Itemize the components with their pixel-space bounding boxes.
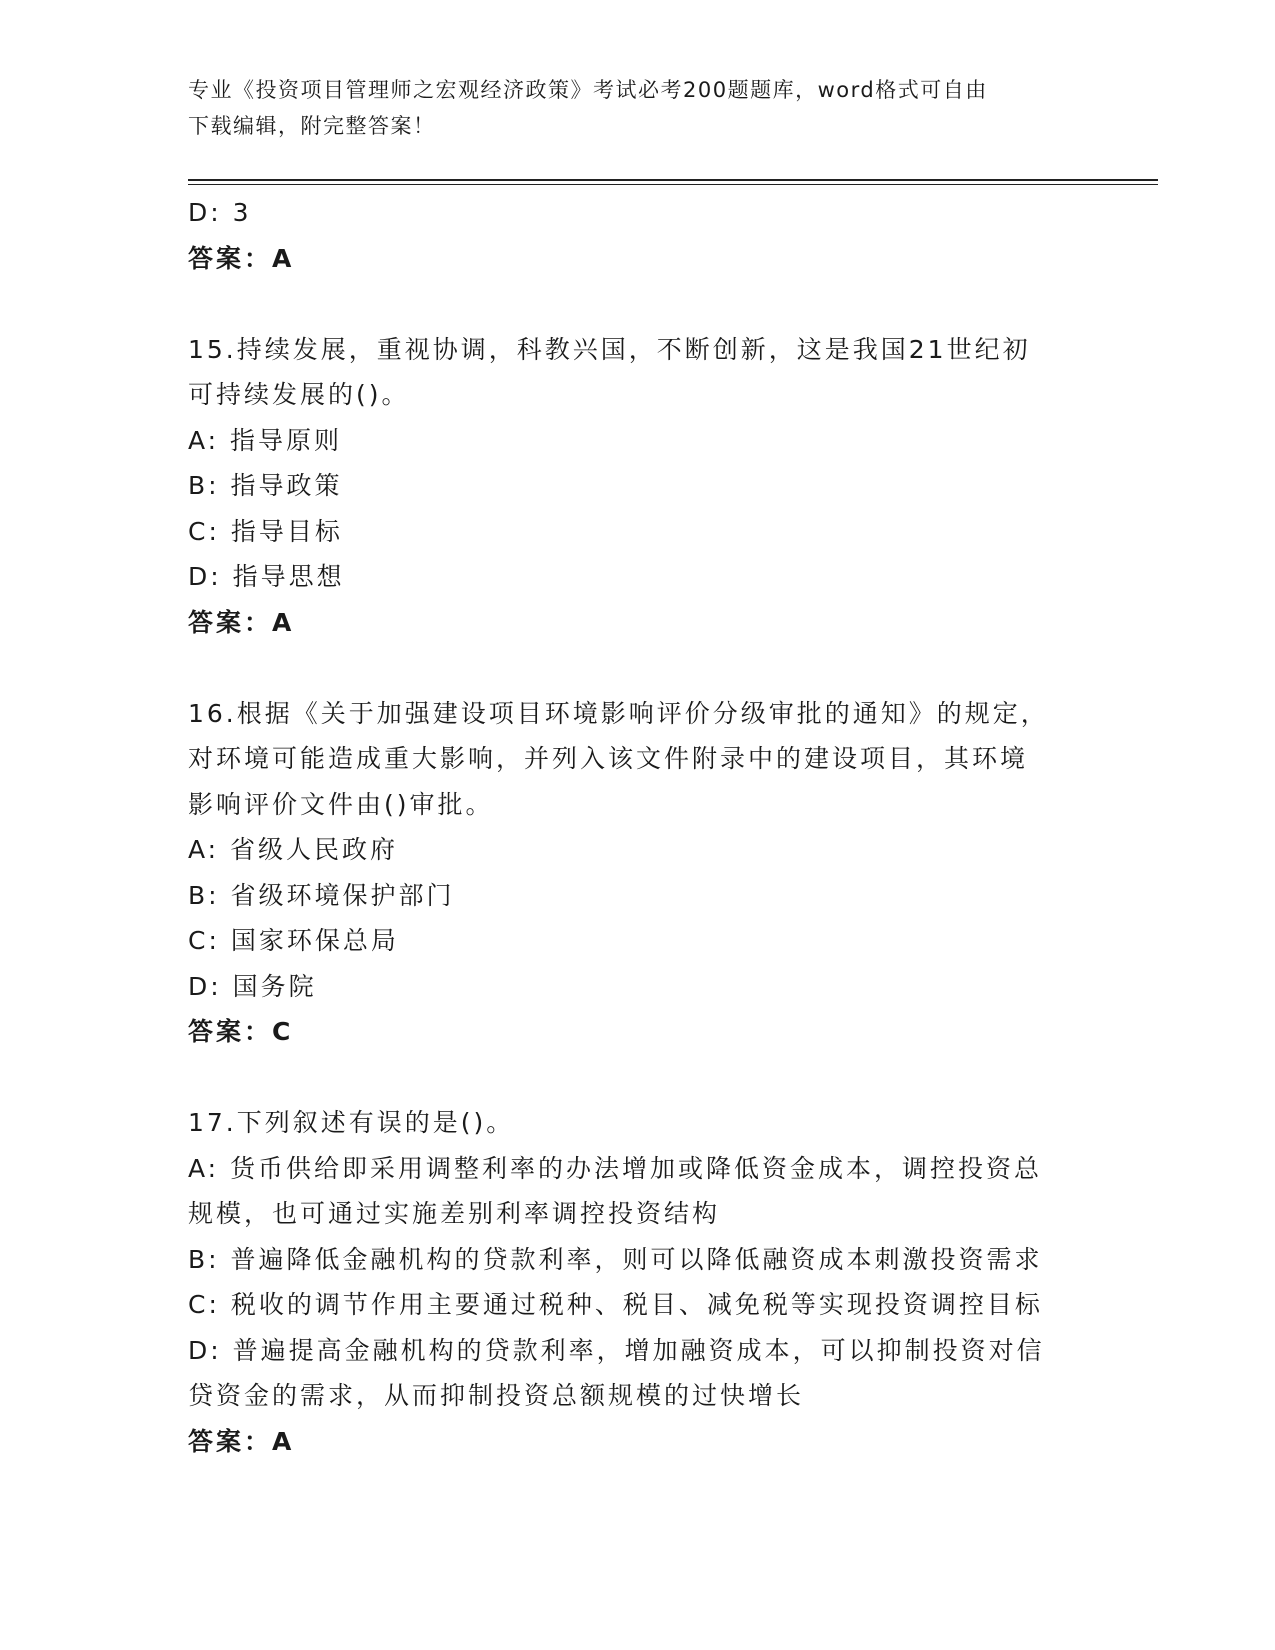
option-d: D: 国务院 — [188, 971, 317, 1001]
header-line-1: 专业《投资项目管理师之宏观经济政策》考试必考200题题库，word格式可自由 — [188, 78, 988, 102]
answer-line: 答案：A — [188, 243, 295, 273]
option-b: B: 普遍降低金融机构的贷款利率，则可以降低融资成本刺激投资需求 — [188, 1244, 1043, 1274]
question-spacer — [188, 645, 1088, 691]
option-a: A: 指导原则 — [188, 425, 343, 455]
previous-question-tail — [188, 190, 1088, 281]
question-list — [188, 190, 1088, 1464]
question-stem: 对环境可能造成重大影响，并列入该文件附录中的建设项目，其环境 — [188, 744, 1029, 773]
option-c: C: 税收的调节作用主要通过税种、税目、减免税等实现投资调控目标 — [188, 1290, 1043, 1319]
answer-line: 答案：C — [188, 1017, 294, 1046]
question-stem: 影响评价文件由()审批。 — [188, 789, 494, 819]
option-b: B: 指导政策 — [188, 471, 343, 500]
question-spacer — [188, 281, 1088, 327]
option-d: D: 普遍提高金融机构的贷款利率，增加融资成本，可以抑制投资对信 — [188, 1335, 1045, 1365]
answer-line: 答案：A — [188, 1426, 295, 1456]
header-divider-thin — [188, 184, 1158, 185]
document-header — [188, 72, 1088, 144]
header-line-2: 下载编辑，附完整答案！ — [188, 114, 436, 138]
question-15 — [188, 327, 1088, 646]
question-16 — [188, 691, 1088, 1055]
option-d: D: 指导思想 — [188, 562, 345, 591]
option-c: C: 国家环保总局 — [188, 926, 399, 955]
question-17 — [188, 1100, 1088, 1464]
answer-line: 答案：A — [188, 607, 295, 637]
option-a: A: 省级人民政府 — [188, 835, 399, 864]
question-stem: 16.根据《关于加强建设项目环境影响评价分级审批的通知》的规定， — [188, 698, 1049, 728]
option-a: A: 货币供给即采用调整利率的办法增加或降低资金成本，调控投资总 — [188, 1153, 1043, 1183]
option-d-continued: 贷资金的需求，从而抑制投资总额规模的过快增长 — [188, 1381, 805, 1410]
question-stem: 可持续发展的()。 — [188, 380, 410, 409]
option-c: C: 指导目标 — [188, 516, 343, 546]
option-a-continued: 规模，也可通过实施差别利率调控投资结构 — [188, 1199, 721, 1228]
question-spacer — [188, 1055, 1088, 1101]
question-stem: 15.持续发展，重视协调，科教兴国，不断创新，这是我国21世纪初 — [188, 334, 1031, 364]
option-b: B: 省级环境保护部门 — [188, 880, 455, 910]
header-divider-thick — [188, 179, 1158, 181]
option-d: D: 3 — [188, 198, 252, 227]
question-stem: 17.下列叙述有误的是()。 — [188, 1108, 515, 1137]
